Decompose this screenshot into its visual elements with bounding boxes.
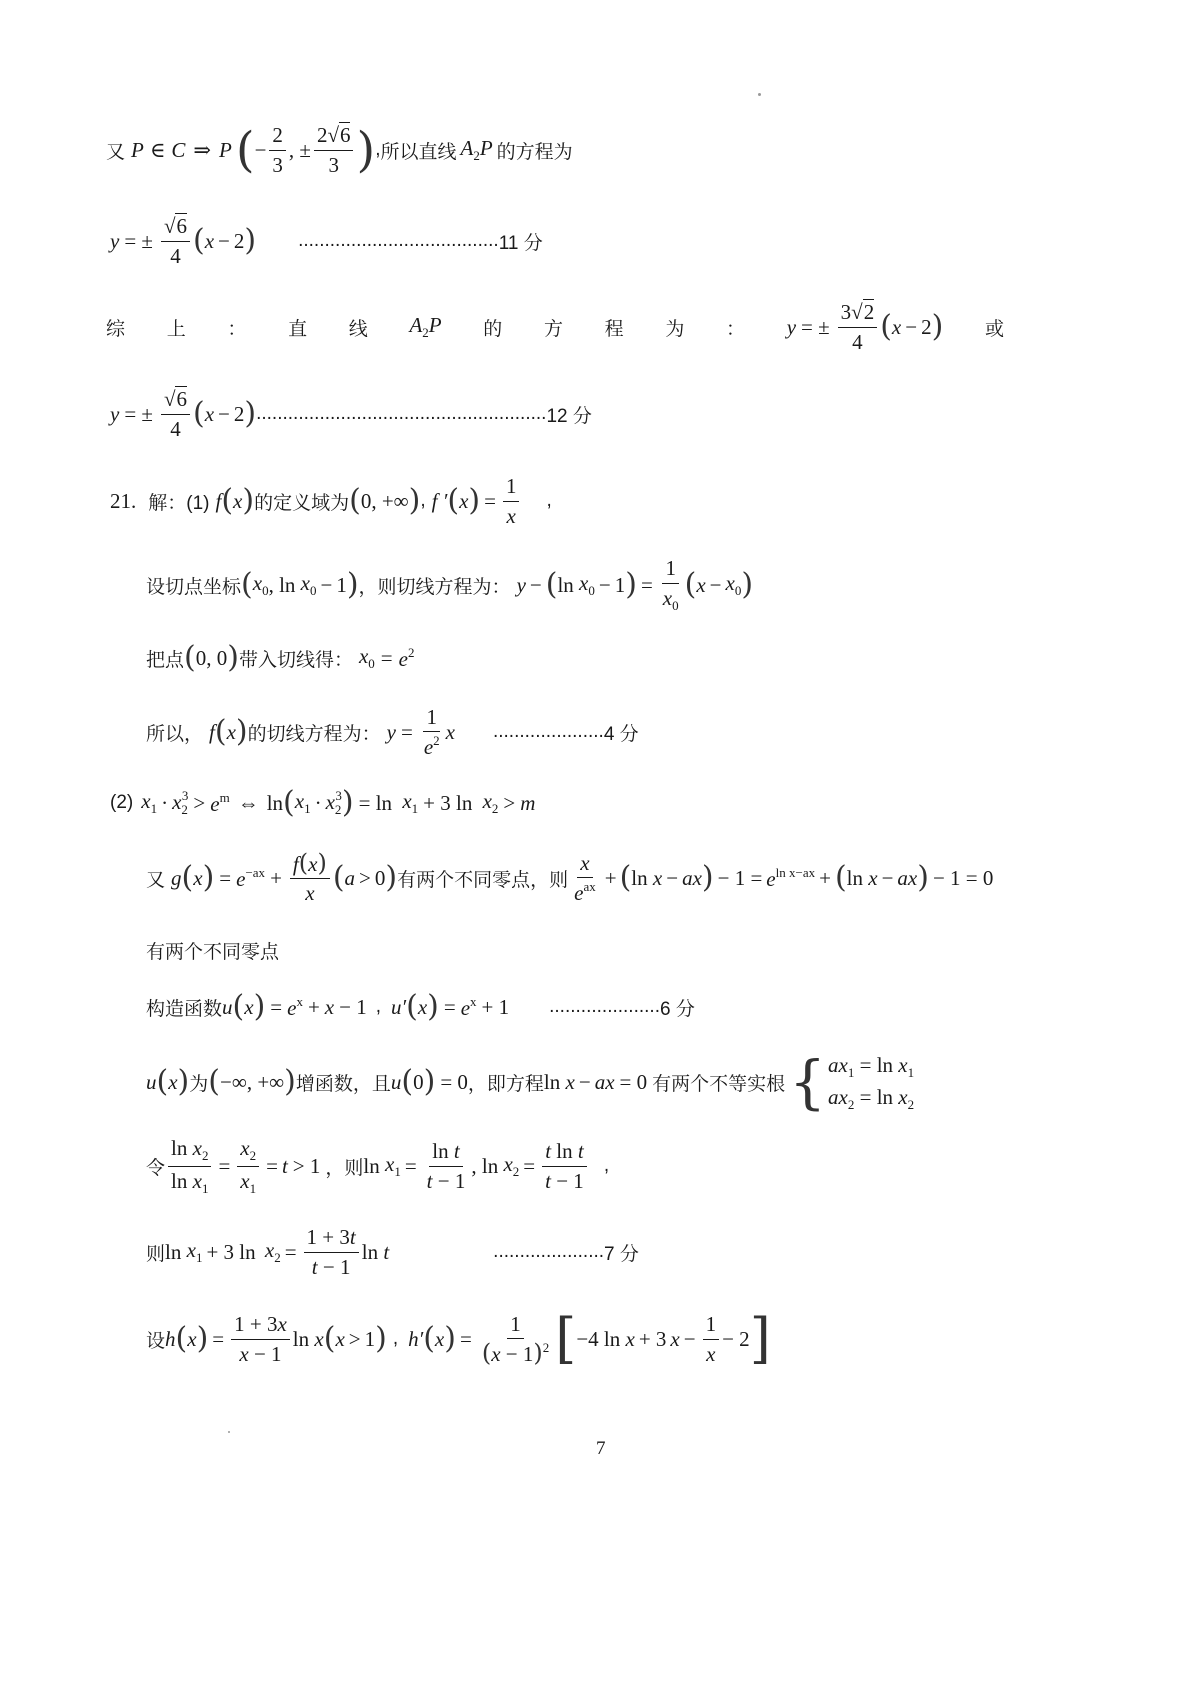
q21-label: 21. [110, 488, 137, 513]
text-two-zeros-2: 有两个不同零点 [146, 941, 280, 963]
line-q21: 21. 解：(1) f ( x ) 的定义域为 ( 0, +∞ ) , f ′ ( x ) = $\frac{1}{x}$ , [110, 474, 552, 528]
word: 方 [543, 318, 563, 340]
text-two-roots: 有两个不等实根 [652, 1073, 786, 1095]
marks-11: 11 分 [498, 232, 543, 254]
word: 的 [483, 318, 503, 340]
line-summary: 综 上 ： 直 线 $A_2P$ 的 方 程 为 ： y = ± $\frac{3√2}{4}$ ( x − 2 ) 或 [106, 300, 1004, 354]
text-is: 为 [189, 1073, 209, 1095]
line-part2: (2) $x_1$ · $x_2^3$ > $e^m$ ⇔ ln ( $x_1$ · $x_2^3$ ) = ln $x_1$ + 3 ln $x_2$ > m [110, 785, 536, 820]
word: 为 [665, 318, 685, 340]
q21-domain: 的定义域为 [254, 492, 350, 514]
text-point: 把点 [146, 649, 185, 671]
page-number: 7 [596, 1438, 606, 1459]
marks-4: 4 分 [603, 723, 639, 745]
text-or: 或 [984, 318, 1004, 340]
text-let: 令 [146, 1157, 166, 1179]
text-you: 又 [146, 869, 166, 891]
part2-label: (2) [110, 792, 134, 813]
scan-dot [758, 93, 761, 96]
text-then: ，则 [325, 1157, 364, 1179]
text-you: 又 [106, 141, 126, 163]
text-tangent-of: 的切线方程为： [247, 723, 381, 745]
text-equation: ，即方程 [467, 1073, 544, 1095]
marks-6: 6 分 [659, 998, 695, 1020]
text-tangent-point: 设切点坐标 [146, 576, 242, 598]
line-p-in-c: 又 P ∈ C ⇒ P ( − $\frac{2}{3}$ , ± $\frac{2√6}{3}$ ) , 所以直线 $A_2P$ 的方程为 [106, 122, 573, 178]
scan-dot [228, 1431, 230, 1433]
text-so-line: 所以直线 [380, 141, 457, 163]
line-two-zeros [146, 935, 279, 965]
line-construct-u: 构造函数 u ( x ) = $e^x$ + x − 1 , u′ ( x ) = $e^x$ + 1 ..................... 6 分 [146, 989, 695, 1024]
q21-intro: 解：(1) [148, 492, 210, 514]
word: ： [726, 318, 746, 340]
line-let-t: 令 $\frac{\ln x_2}{\ln x_1}$ = $\frac{x_2}{x_1}$ = t > 1 ，则 ln $x_1$ = $\frac{\text{ln t}}{t - 1}$ , ln $x_2$ = $\frac{\text{t ln t}}{t - 1}$ , [146, 1135, 610, 1196]
text-increasing: 增函数，且 [295, 1073, 391, 1095]
text-so: 所以， [146, 723, 204, 745]
line-y-sqrt6: y = ± $\frac{√6}{4}$ ( x − 2 ) ...................................... 11 分 [110, 214, 543, 268]
line-sum-log: 则 ln $x_1$ + 3 ln $x_2$ = $\frac{1 + 3t}{t - 1}$ ln t ..................... 7 分 [146, 1225, 639, 1279]
line-h-function: 设 h ( x ) = $\frac{1 + 3x}{x - 1}$ ln x ( x > 1 ) , h′ ( x ) = $\frac{1}{(x - 1)^2}$ [ −4 ln x + 3 x − $\frac{1}{x}$ − 2 ] [146, 1307, 771, 1370]
text-let-h: 设 [146, 1330, 166, 1352]
word: 线 [348, 318, 368, 340]
text-construct: 构造函数 [146, 998, 223, 1020]
text-then: 则 [146, 1243, 166, 1265]
marks-12: 12 分 [546, 405, 592, 427]
line-tangent-result: 所以， f ( x ) 的切线方程为： y = $\frac{1}{e^2}$ x ..................... 4 分 [146, 704, 639, 759]
word: 程 [604, 318, 624, 340]
line-y-sqrt6-final: y = ± $\frac{√6}{4}$ ( x − 2 ) ....................................................... 12 分 [110, 387, 592, 441]
word: ： [227, 318, 247, 340]
text-equation-is: 的方程为 [496, 141, 573, 163]
word: 上 [166, 318, 186, 340]
word: 直 [288, 318, 308, 340]
line-substitute: 把点 ( 0, 0 ) 带入切线得： $x_0$ = $e^2$ [146, 640, 415, 675]
word: 综 [106, 318, 126, 340]
text-two-zeros: 有两个不同零点，则 [397, 869, 569, 891]
marks-7: 7 分 [604, 1243, 639, 1265]
line-g-function: 又 g ( x ) = $e^{-ax}$ + $\frac{f(x)}{x}$ ( a > 0 ) 有两个不同零点，则 $\frac{x}{e^{ax}}$ + ( ln x − ax ) − 1 = $e^{ln x-ax}$ + ( ln x − ax ) − 1 = 0 [146, 848, 994, 906]
line-tangent-point: 设切点坐标 ( $x_0$ , ln $x_0$ − 1 ) ，则切线方程为： y − ( ln $x_0$ − 1 ) = $\frac{1}{x_0}$ ( x − $x_0$ ) [146, 556, 754, 613]
text-into-tangent: 带入切线得： [238, 649, 353, 671]
line-u-increasing: u ( x ) 为 ( −∞, +∞ ) 增函数，且 u ( 0 ) = 0 ，即方程 ln x − ax = 0 有两个不等实根 { $ax_1 = \ln x_1$ $ax_2 = \ln x_2$ [146, 1048, 915, 1116]
text-tangent-eq: ，则切线方程为： [358, 576, 511, 598]
